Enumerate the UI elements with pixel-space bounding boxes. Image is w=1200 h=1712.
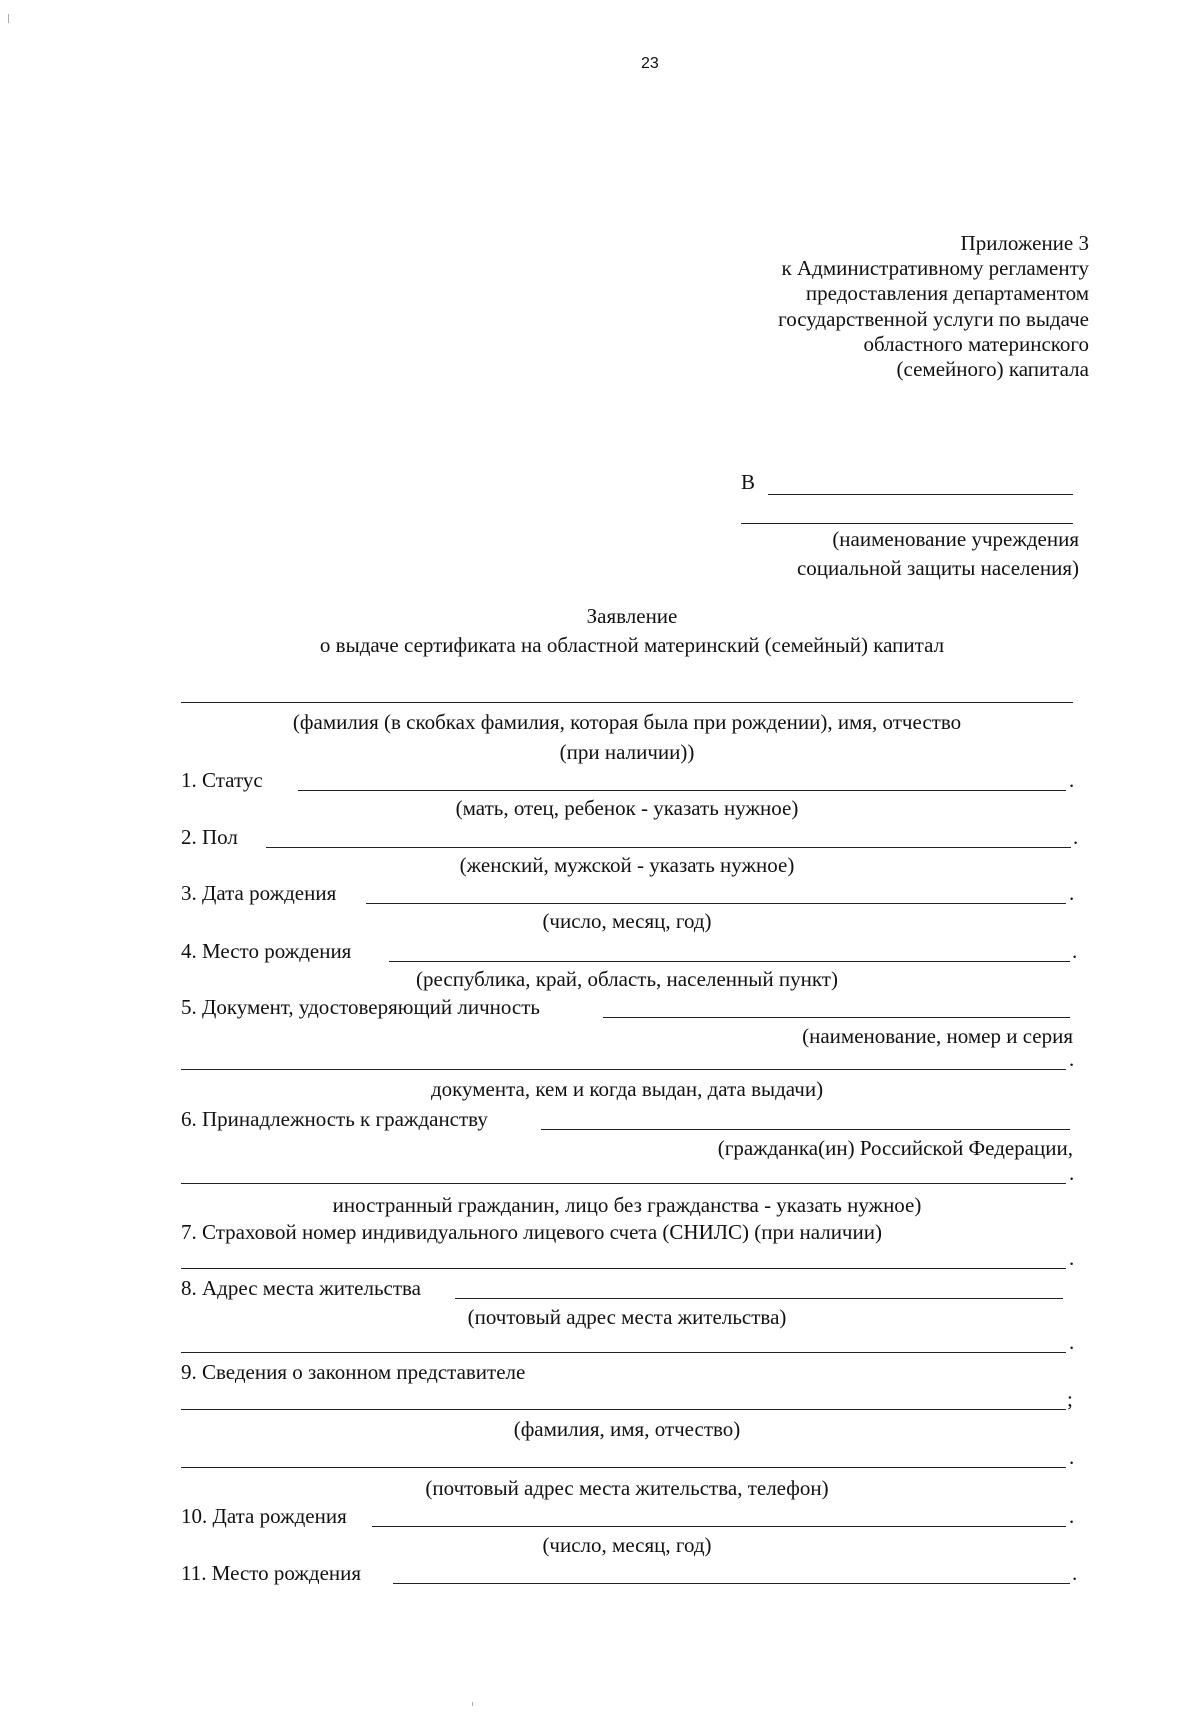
field-terminator: . xyxy=(1069,1504,1075,1528)
field-address-hint: (почтовый адрес места жительства) xyxy=(467,1305,787,1329)
field-terminator: ; xyxy=(1067,1387,1073,1411)
annex-line: к Административному регламенту xyxy=(781,256,1089,281)
field-citizenship-label: 6. Принадлежность к гражданству xyxy=(181,1107,488,1131)
addressee-hint: социальной защиты населения) xyxy=(796,556,1079,580)
field-terminator: . xyxy=(1069,1246,1075,1270)
page-number: 23 xyxy=(641,55,659,72)
field-id-document-input-line2[interactable] xyxy=(181,1069,1066,1070)
annex-line: областного материнского xyxy=(863,331,1089,356)
field-terminator: . xyxy=(1072,1561,1078,1585)
field-representative-birthdate-label: 10. Дата рождения xyxy=(181,1504,347,1528)
addressee-hint: (наименование учреждения xyxy=(832,527,1079,551)
annex-line: (семейного) капитала xyxy=(896,356,1089,381)
field-representative-birthdate-input[interactable] xyxy=(372,1526,1066,1527)
addressee-field-line2[interactable] xyxy=(741,523,1073,524)
field-birthdate-input[interactable] xyxy=(366,903,1066,904)
field-birthplace-input[interactable] xyxy=(389,961,1070,962)
annex-line: Приложение 3 xyxy=(960,231,1089,255)
field-birthplace-label: 4. Место рождения xyxy=(181,939,352,963)
field-representative-birthdate-hint: (число, месяц, год) xyxy=(542,1533,712,1557)
field-sex-input[interactable] xyxy=(266,847,1071,848)
annex-block xyxy=(669,231,1089,382)
applicant-name-field[interactable] xyxy=(181,702,1073,703)
field-terminator: . xyxy=(1072,939,1078,963)
field-representative-address-hint: (почтовый адрес места жительства, телефон) xyxy=(425,1476,829,1500)
field-terminator: . xyxy=(1073,825,1079,849)
field-citizenship-input-line2[interactable] xyxy=(181,1183,1066,1184)
field-status-label: 1. Статус xyxy=(181,768,263,792)
annex-line: государственной услуги по выдаче xyxy=(778,306,1089,331)
field-citizenship-hint: иностранный гражданин, лицо без гражданства - указать нужное) xyxy=(332,1193,922,1217)
field-citizenship-hint: (гражданка(ин) Российской Федерации, xyxy=(717,1136,1073,1160)
document-title: Заявление xyxy=(586,604,678,628)
field-address-input-line2[interactable] xyxy=(181,1352,1066,1353)
scan-speck xyxy=(8,14,9,23)
field-representative-label: 9. Сведения о законном представителе xyxy=(181,1360,526,1384)
field-representative-name-hint: (фамилия, имя, отчество) xyxy=(513,1417,741,1441)
field-terminator: . xyxy=(1069,1445,1075,1469)
field-representative-address-input[interactable] xyxy=(181,1467,1066,1468)
field-terminator: . xyxy=(1069,881,1075,905)
field-snils-input[interactable] xyxy=(181,1268,1066,1269)
document-subtitle: о выдаче сертификата на областной материнский (семейный) капитал xyxy=(319,633,945,657)
field-citizenship-input[interactable] xyxy=(541,1129,1070,1130)
field-birthdate-hint: (число, месяц, год) xyxy=(542,909,712,933)
field-id-document-label: 5. Документ, удостоверяющий личность xyxy=(181,995,540,1019)
applicant-hint: (фамилия (в скобках фамилия, которая была при рождении), имя, отчество xyxy=(292,710,962,734)
field-id-document-input[interactable] xyxy=(603,1017,1070,1018)
field-terminator: . xyxy=(1069,768,1075,792)
field-status-hint: (мать, отец, ребенок - указать нужное) xyxy=(455,796,799,820)
field-id-document-hint: (наименование, номер и серия xyxy=(802,1024,1073,1048)
field-status-input[interactable] xyxy=(298,790,1066,791)
field-address-label: 8. Адрес места жительства xyxy=(181,1276,421,1300)
field-terminator: . xyxy=(1069,1330,1075,1354)
field-terminator: . xyxy=(1069,1161,1075,1185)
scan-speck xyxy=(472,1702,473,1706)
applicant-hint: (при наличии)) xyxy=(559,740,695,764)
field-birthplace-hint: (республика, край, область, населенный пункт) xyxy=(416,967,838,991)
field-address-input[interactable] xyxy=(455,1298,1063,1299)
addressee-prefix: В xyxy=(741,470,756,494)
field-sex-hint: (женский, мужской - указать нужное) xyxy=(459,853,795,877)
field-representative-birthplace-label: 11. Место рождения xyxy=(181,1561,362,1585)
addressee-field[interactable] xyxy=(768,494,1073,495)
field-sex-label: 2. Пол xyxy=(181,825,238,849)
field-representative-name-input[interactable] xyxy=(181,1409,1066,1410)
field-snils-label: 7. Страховой номер индивидуального лицевого счета (СНИЛС) (при наличии) xyxy=(181,1220,882,1244)
field-representative-birthplace-input[interactable] xyxy=(393,1583,1070,1584)
field-terminator: . xyxy=(1069,1047,1075,1071)
field-birthdate-label: 3. Дата рождения xyxy=(181,881,337,905)
field-id-document-hint: документа, кем и когда выдан, дата выдачи) xyxy=(430,1077,824,1101)
annex-line: предоставления департаментом xyxy=(805,281,1089,306)
